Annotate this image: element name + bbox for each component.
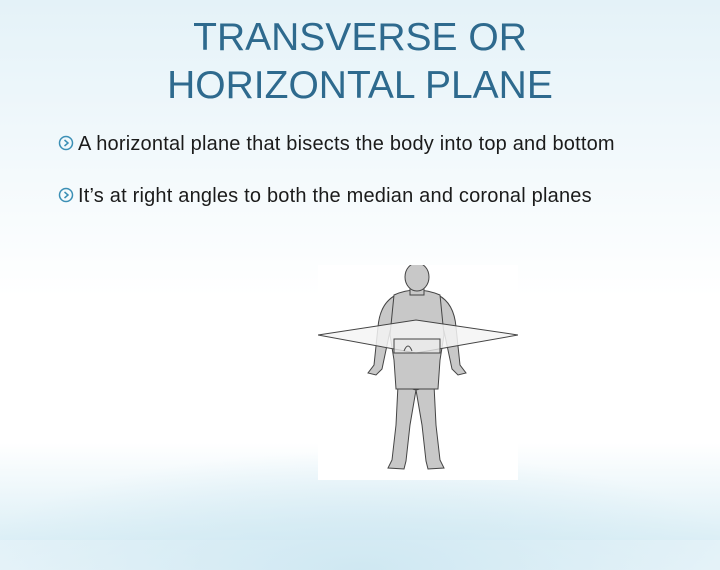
transverse-plane bbox=[318, 320, 518, 353]
bullet-arrow-icon bbox=[58, 187, 74, 203]
bullet-arrow-icon bbox=[58, 135, 74, 151]
human-figure bbox=[368, 265, 466, 469]
title-line-1: TRANSVERSE OR bbox=[193, 16, 527, 59]
bullet-text: A horizontal plane that bisects the body into top and bottom bbox=[78, 133, 615, 155]
bullet-item bbox=[58, 182, 658, 210]
title-line-2: HORIZONTAL PLANE bbox=[167, 64, 553, 107]
bullet-text: It’s at right angles to both the median and coronal planes bbox=[78, 185, 592, 207]
bullet-item bbox=[58, 130, 658, 158]
body-plane-illustration bbox=[318, 265, 518, 480]
bullet-list bbox=[58, 130, 658, 234]
slide-title bbox=[60, 14, 660, 110]
